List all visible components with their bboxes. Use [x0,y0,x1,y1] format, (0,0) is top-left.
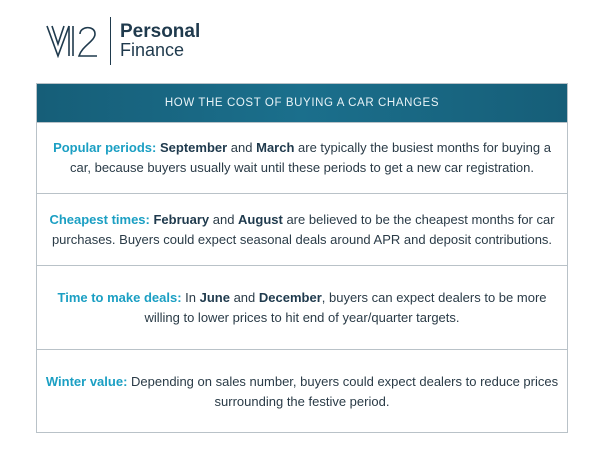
row-text-part: and [229,289,259,305]
table-row-winter-value [37,349,567,433]
month-highlight: June [199,289,230,305]
brand-name-line2: Finance [120,40,185,60]
row-label: Popular periods: [53,140,157,155]
month-highlight: August [238,211,283,227]
table-row-popular-periods [37,122,567,193]
row-text [43,138,561,178]
row-label: Cheapest times: [49,211,150,227]
row-text-part: are typically the busiest months for buying a car, because buyers usually wait until these periods to get a new car registration. [70,140,551,175]
table-title: HOW THE COST OF BUYING A CAR CHANGES [37,84,567,122]
brand-name-line1: Personal [120,21,201,42]
row-text-part: and [209,211,239,227]
brand-logo [46,16,200,66]
row-label: Time to make deals: [57,289,182,305]
info-table [36,83,568,433]
row-text-part: In [181,289,200,305]
month-highlight: February [153,211,210,227]
row-label: Winter value: [45,373,128,389]
brand-name [120,22,200,60]
row-text-part: Depending on sales number, buyers could expect dealers to reduce prices surrounding the festive period. [127,373,559,409]
v12-logo-mark [46,24,102,58]
row-text [43,210,561,250]
logo-divider [110,17,111,65]
row-text-part: , buyers can expect dealers to be more willing to lower prices to hit end of year/quarter targets. [144,289,547,325]
row-text [43,372,561,412]
month-highlight: December [258,289,322,305]
table-row-time-to-make-deals [37,265,567,349]
table-row-cheapest-times [37,193,567,265]
row-text-part: are believed to be the cheapest months for car purchases. Buyers could expect seasonal deals around APR and deposit contributions. [51,211,555,247]
row-text-part: and [227,140,257,155]
row-text [43,288,561,328]
month-highlight: September [159,140,228,155]
month-highlight: March [256,140,295,155]
